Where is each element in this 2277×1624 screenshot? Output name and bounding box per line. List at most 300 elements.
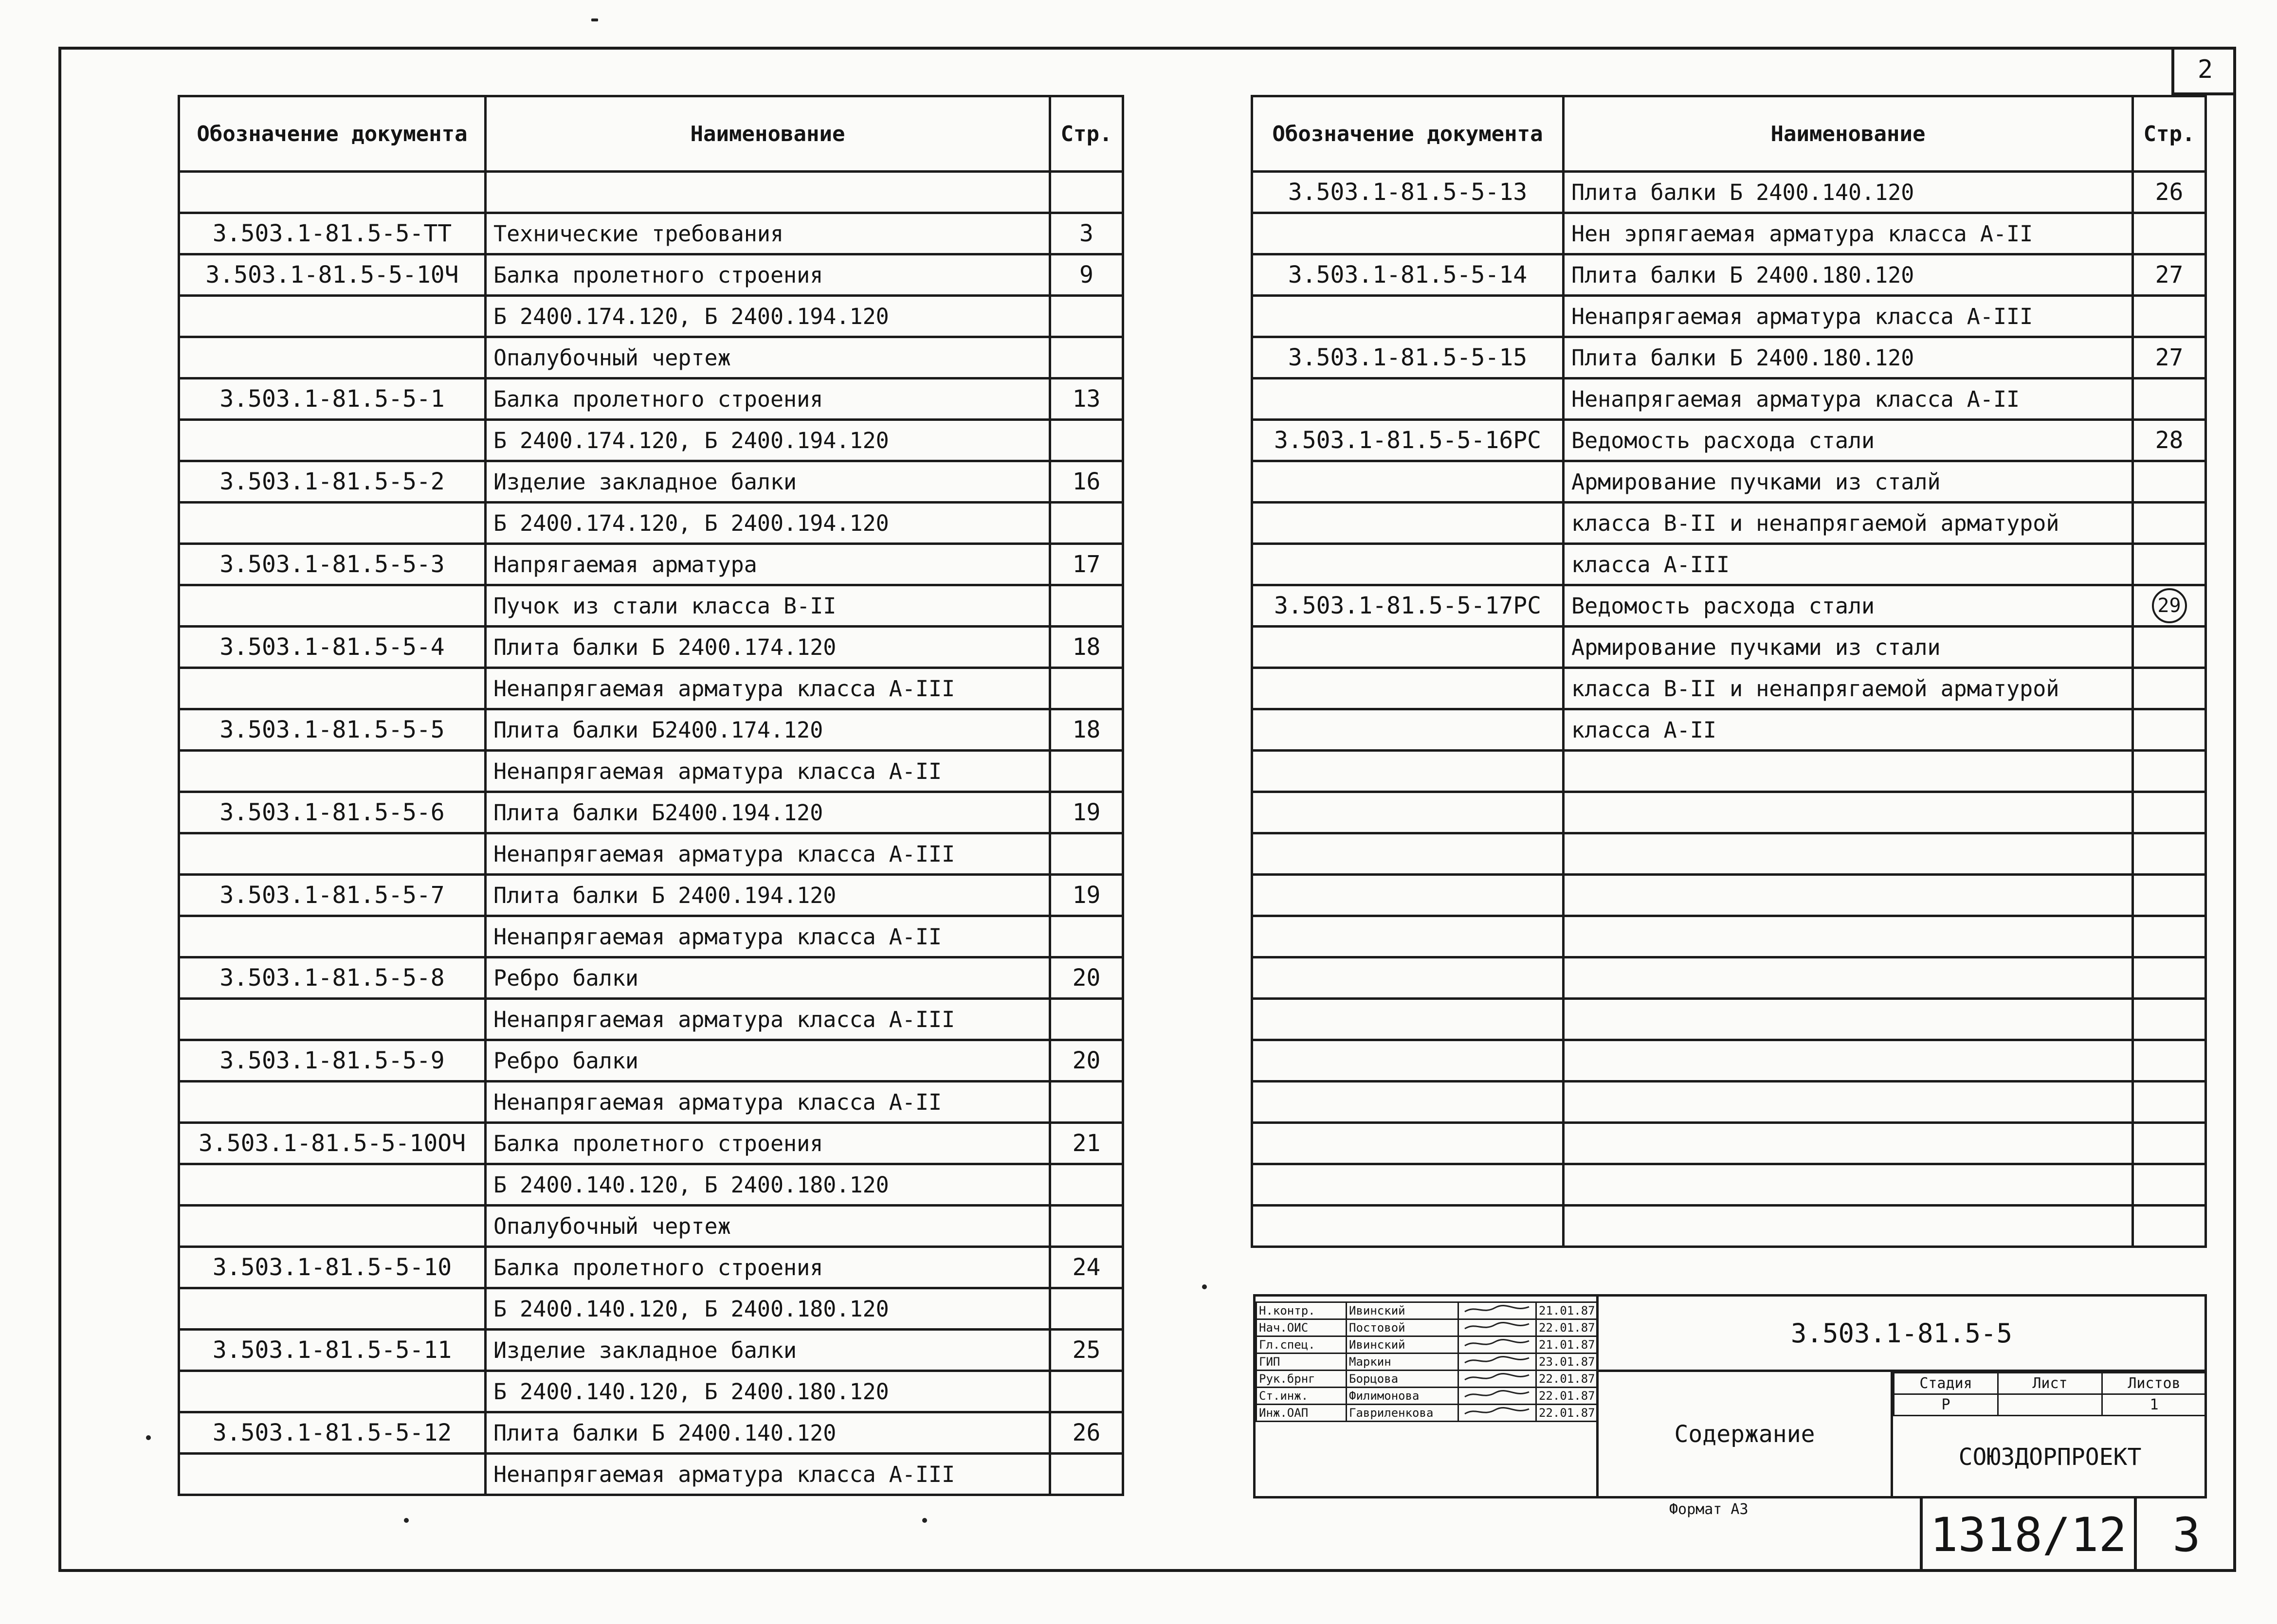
table-row bbox=[1252, 875, 2206, 916]
table-row bbox=[1252, 709, 2206, 751]
table-row bbox=[1252, 668, 2206, 709]
name-text: Ненапрягаемая арматура класса А-II bbox=[493, 923, 942, 950]
stage-label: Стадия bbox=[1894, 1373, 1998, 1394]
name-text: Пучок из стали класса В-II bbox=[493, 593, 837, 619]
cell-page bbox=[2133, 420, 2206, 461]
table-row bbox=[179, 916, 1123, 957]
table-row bbox=[179, 1288, 1123, 1330]
name-text: Б 2400.174.120, Б 2400.194.120 bbox=[493, 510, 889, 536]
cell-code bbox=[179, 1288, 486, 1330]
table-row bbox=[179, 503, 1123, 544]
table-row bbox=[179, 1330, 1123, 1371]
cell-code bbox=[179, 709, 486, 751]
cell-page bbox=[1050, 544, 1123, 585]
table-row bbox=[1252, 503, 2206, 544]
name-text: Б 2400.140.120, Б 2400.180.120 bbox=[493, 1172, 889, 1198]
cell-name bbox=[1564, 461, 2133, 503]
table-row bbox=[179, 379, 1123, 420]
name-text: Ненапрягаемая арматура класса А-II bbox=[493, 1089, 942, 1115]
cell-name bbox=[486, 1082, 1050, 1123]
cell-code bbox=[1252, 1123, 1564, 1164]
name-text: Ребро балки bbox=[493, 1047, 639, 1074]
cell-code bbox=[179, 1206, 486, 1247]
cell-name bbox=[1564, 751, 2133, 792]
cell-code bbox=[179, 792, 486, 833]
cell-code bbox=[179, 1371, 486, 1412]
name-text: Ненапрягаемая арматура класса А-II bbox=[493, 758, 942, 784]
cell-page bbox=[1050, 1288, 1123, 1330]
code-text: 3.503.1-81.5-5-1 bbox=[219, 385, 445, 413]
approval-date: 22.01.87 bbox=[1536, 1388, 1597, 1405]
name-text: класса А-III bbox=[1571, 551, 1730, 577]
cell-page bbox=[2133, 544, 2206, 585]
code-text: 3.503.1-81.5-5-16РС bbox=[1274, 427, 1542, 454]
cell-name bbox=[1564, 709, 2133, 751]
cell-page bbox=[1050, 1164, 1123, 1206]
cell-code bbox=[1252, 957, 1564, 999]
code-text: 3.503.1-81.5-5-2 bbox=[219, 468, 445, 495]
approval-row bbox=[1257, 1388, 1597, 1405]
cell-name bbox=[486, 1206, 1050, 1247]
cell-page bbox=[2133, 585, 2206, 627]
name-text: Плита балки Б 2400.140.120 bbox=[1571, 179, 1914, 205]
table-header-row bbox=[179, 96, 1123, 172]
approval-date: 22.01.87 bbox=[1536, 1319, 1597, 1336]
table-row bbox=[179, 1247, 1123, 1288]
name-text: Плита балки Б 2400.174.120 bbox=[493, 634, 837, 660]
document-code: 3.503.1-81.5-5 bbox=[1790, 1317, 2013, 1349]
cell-page bbox=[1050, 751, 1123, 792]
cell-code bbox=[179, 1164, 486, 1206]
cell-page bbox=[1050, 1040, 1123, 1082]
table-row bbox=[179, 999, 1123, 1040]
name-text: Ведомость расхода стали bbox=[1571, 593, 1875, 619]
cell-code bbox=[1252, 213, 1564, 254]
table-row bbox=[1252, 792, 2206, 833]
table-row bbox=[1252, 833, 2206, 875]
cell-page bbox=[1050, 172, 1123, 213]
cell-page bbox=[1050, 1371, 1123, 1412]
code-text: 3.503.1-81.5-5-14 bbox=[1288, 261, 1528, 289]
page-number: 3 bbox=[2134, 1498, 2236, 1571]
approval-date: 22.01.87 bbox=[1536, 1371, 1597, 1388]
signature bbox=[1458, 1319, 1536, 1336]
cell-name bbox=[1564, 1040, 2133, 1082]
cell-name bbox=[486, 172, 1050, 213]
cell-code bbox=[179, 337, 486, 379]
cell-page bbox=[2133, 709, 2206, 751]
approval-name: Гавриленкова bbox=[1347, 1405, 1458, 1422]
approval-role: Гл.спец. bbox=[1257, 1336, 1347, 1353]
cell-code bbox=[179, 213, 486, 254]
cell-page bbox=[1050, 792, 1123, 833]
cell-page bbox=[1050, 461, 1123, 503]
header-page: Стр. bbox=[2133, 96, 2206, 172]
cell-name bbox=[486, 1123, 1050, 1164]
approval-name: Борцова bbox=[1347, 1371, 1458, 1388]
cell-page bbox=[2133, 668, 2206, 709]
cell-name bbox=[1564, 1206, 2133, 1247]
cell-name bbox=[1564, 1082, 2133, 1123]
name-text: Опалубочный чертеж bbox=[493, 344, 731, 371]
page-text: 21 bbox=[1072, 1130, 1101, 1157]
cell-name bbox=[486, 420, 1050, 461]
cell-page bbox=[1050, 957, 1123, 999]
cell-code bbox=[179, 1123, 486, 1164]
table-row bbox=[179, 751, 1123, 792]
cell-page bbox=[2133, 916, 2206, 957]
name-text: Ненапрягаемая арматура класса А-III bbox=[493, 1006, 955, 1032]
cell-code bbox=[1252, 1206, 1564, 1247]
cell-page bbox=[1050, 1082, 1123, 1123]
cell-code bbox=[1252, 1040, 1564, 1082]
cell-code bbox=[179, 999, 486, 1040]
signature bbox=[1458, 1388, 1536, 1405]
cell-code bbox=[1252, 379, 1564, 420]
approval-date: 23.01.87 bbox=[1536, 1353, 1597, 1371]
cell-name bbox=[1564, 792, 2133, 833]
table-row bbox=[1252, 172, 2206, 213]
cell-code bbox=[1252, 172, 1564, 213]
cell-name bbox=[486, 875, 1050, 916]
cell-name bbox=[486, 1040, 1050, 1082]
cell-page bbox=[2133, 627, 2206, 668]
contents-table-right bbox=[1251, 95, 2207, 1248]
name-text: Плита балки Б 2400.194.120 bbox=[493, 882, 837, 908]
header-name: Наименование bbox=[1564, 96, 2133, 172]
name-text: Напрягаемая арматура bbox=[493, 551, 757, 577]
cell-page bbox=[2133, 254, 2206, 296]
table-row bbox=[1252, 1164, 2206, 1206]
code-text: 3.503.1-81.5-5-17РС bbox=[1274, 592, 1542, 619]
cell-code bbox=[1252, 544, 1564, 585]
cell-code bbox=[179, 254, 486, 296]
name-text: Плита балки Б 2400.140.120 bbox=[493, 1420, 837, 1446]
cell-name bbox=[486, 709, 1050, 751]
cell-name bbox=[486, 1371, 1050, 1412]
approval-row bbox=[1257, 1353, 1597, 1371]
table-row bbox=[1252, 296, 2206, 337]
page-text: 27 bbox=[2155, 261, 2184, 289]
code-text: 3.503.1-81.5-5-6 bbox=[219, 799, 445, 826]
table-row bbox=[179, 1454, 1123, 1495]
approval-name: Ивинский bbox=[1347, 1336, 1458, 1353]
cell-page bbox=[2133, 1123, 2206, 1164]
table-row bbox=[179, 792, 1123, 833]
approval-role: Нач.ОИС bbox=[1257, 1319, 1347, 1336]
cell-name bbox=[486, 544, 1050, 585]
sheet-value bbox=[1998, 1394, 2102, 1416]
page-text: 25 bbox=[1072, 1336, 1101, 1364]
table-row bbox=[179, 833, 1123, 875]
cell-code bbox=[179, 668, 486, 709]
cell-name bbox=[486, 337, 1050, 379]
cell-name bbox=[486, 668, 1050, 709]
cell-name bbox=[1564, 627, 2133, 668]
name-text: Опалубочный чертеж bbox=[493, 1213, 731, 1239]
name-text: Технические требования bbox=[493, 220, 784, 247]
cell-page bbox=[1050, 709, 1123, 751]
name-text: Нен эрпягаемая арматура класса А-II bbox=[1571, 220, 2033, 247]
cell-page bbox=[2133, 172, 2206, 213]
cell-code bbox=[179, 461, 486, 503]
code-text: 3.503.1-81.5-5-8 bbox=[219, 964, 445, 992]
table-row bbox=[179, 420, 1123, 461]
name-text: Ненапрягаемая арматура класса А-III bbox=[493, 841, 955, 867]
page-text: 13 bbox=[1072, 385, 1101, 413]
cell-page bbox=[1050, 833, 1123, 875]
scan-mark bbox=[404, 1518, 409, 1523]
page-text: 3 bbox=[1079, 220, 1093, 247]
table-row bbox=[1252, 254, 2206, 296]
page-text: 29 bbox=[2152, 588, 2187, 623]
scan-mark bbox=[1202, 1284, 1207, 1289]
approval-name: Ивинский bbox=[1347, 1302, 1458, 1319]
page-text: 27 bbox=[2155, 344, 2184, 371]
table-row bbox=[179, 1040, 1123, 1082]
cell-name bbox=[486, 1412, 1050, 1454]
cell-name bbox=[1564, 172, 2133, 213]
table-row bbox=[179, 213, 1123, 254]
name-text: Ненапрягаемая арматура класса А-III bbox=[493, 1461, 955, 1487]
signature bbox=[1458, 1405, 1536, 1422]
scan-mark bbox=[146, 1435, 151, 1440]
document-title: Содержание bbox=[1674, 1420, 1815, 1448]
cell-name bbox=[1564, 585, 2133, 627]
cell-name bbox=[486, 627, 1050, 668]
table-row bbox=[1252, 585, 2206, 627]
cell-page bbox=[1050, 254, 1123, 296]
cell-page bbox=[2133, 296, 2206, 337]
name-text: Б 2400.174.120, Б 2400.194.120 bbox=[493, 427, 889, 453]
cell-code bbox=[179, 916, 486, 957]
table-row bbox=[1252, 337, 2206, 379]
cell-page bbox=[1050, 337, 1123, 379]
cell-page bbox=[1050, 296, 1123, 337]
table-row bbox=[179, 668, 1123, 709]
table-row bbox=[179, 585, 1123, 627]
cell-code bbox=[1252, 420, 1564, 461]
cell-code bbox=[1252, 461, 1564, 503]
page-text: 9 bbox=[1079, 261, 1093, 289]
table-row bbox=[1252, 999, 2206, 1040]
cell-code bbox=[1252, 709, 1564, 751]
name-text: Ненапрягаемая арматура класса А-III bbox=[1571, 303, 2033, 329]
page-text: 20 bbox=[1072, 1047, 1101, 1074]
cell-name bbox=[486, 957, 1050, 999]
table-row bbox=[1252, 379, 2206, 420]
table-row bbox=[1252, 544, 2206, 585]
cell-name bbox=[486, 792, 1050, 833]
name-text: Ведомость расхода стали bbox=[1571, 427, 1875, 453]
cell-code bbox=[1252, 1164, 1564, 1206]
signature bbox=[1458, 1336, 1536, 1353]
cell-name bbox=[486, 1288, 1050, 1330]
cell-code bbox=[179, 503, 486, 544]
name-text: Б 2400.140.120, Б 2400.180.120 bbox=[493, 1296, 889, 1322]
cell-code bbox=[1252, 999, 1564, 1040]
cell-name bbox=[1564, 957, 2133, 999]
cell-code bbox=[179, 833, 486, 875]
approval-row bbox=[1257, 1405, 1597, 1422]
cell-page bbox=[1050, 420, 1123, 461]
approval-date: 21.01.87 bbox=[1536, 1302, 1597, 1319]
cell-page bbox=[2133, 875, 2206, 916]
cell-code bbox=[179, 751, 486, 792]
cell-name bbox=[1564, 254, 2133, 296]
format-label: Формат А3 bbox=[1669, 1501, 1749, 1518]
cell-code bbox=[179, 1454, 486, 1495]
cell-code bbox=[179, 1247, 486, 1288]
cell-page bbox=[1050, 585, 1123, 627]
cell-code bbox=[1252, 503, 1564, 544]
table-row bbox=[1252, 957, 2206, 999]
table-row bbox=[179, 709, 1123, 751]
name-text: Ненапрягаемая арматура класса А-II bbox=[1571, 386, 2020, 412]
code-text: 3.503.1-81.5-5-7 bbox=[219, 882, 445, 909]
cell-name bbox=[486, 1330, 1050, 1371]
cell-code bbox=[1252, 916, 1564, 957]
cell-name bbox=[1564, 296, 2133, 337]
cell-name bbox=[486, 213, 1050, 254]
table-row bbox=[1252, 751, 2206, 792]
header-code: Обозначение документа bbox=[179, 96, 486, 172]
approval-role: ГИП bbox=[1257, 1353, 1347, 1371]
cell-page bbox=[1050, 1206, 1123, 1247]
table-row bbox=[179, 1164, 1123, 1206]
code-text: 3.503.1-81.5-5-10Ч bbox=[205, 261, 459, 289]
table-row bbox=[179, 1082, 1123, 1123]
cell-name bbox=[486, 254, 1050, 296]
cell-code bbox=[1252, 254, 1564, 296]
table-row bbox=[179, 1123, 1123, 1164]
cell-page bbox=[1050, 627, 1123, 668]
cell-code bbox=[1252, 668, 1564, 709]
cell-name bbox=[1564, 999, 2133, 1040]
approval-row bbox=[1257, 1302, 1597, 1319]
approval-name: Постовой bbox=[1347, 1319, 1458, 1336]
name-text: Балка пролетного строения bbox=[493, 262, 823, 288]
cell-name bbox=[486, 585, 1050, 627]
code-text: 3.503.1-81.5-5-10ОЧ bbox=[198, 1130, 466, 1157]
table-row bbox=[1252, 916, 2206, 957]
table-row bbox=[179, 875, 1123, 916]
name-text: Плита балки Б2400.174.120 bbox=[493, 717, 823, 743]
cell-page bbox=[2133, 337, 2206, 379]
signature bbox=[1458, 1371, 1536, 1388]
cell-code bbox=[1252, 751, 1564, 792]
cell-name bbox=[486, 1247, 1050, 1288]
cell-name bbox=[1564, 337, 2133, 379]
cell-name bbox=[1564, 503, 2133, 544]
header-page: Стр. bbox=[1050, 96, 1123, 172]
table-row bbox=[1252, 213, 2206, 254]
name-text: Изделие закладное балки bbox=[493, 469, 797, 495]
table-row bbox=[1252, 627, 2206, 668]
table-row bbox=[1252, 1123, 2206, 1164]
name-text: Плита балки Б 2400.180.120 bbox=[1571, 344, 1914, 371]
cell-page bbox=[2133, 213, 2206, 254]
header-code: Обозначение документа bbox=[1252, 96, 1564, 172]
cell-page bbox=[1050, 213, 1123, 254]
name-text: класса В-II и ненапрягаемой арматурой bbox=[1571, 675, 2059, 702]
cell-page bbox=[2133, 503, 2206, 544]
page-text: 20 bbox=[1072, 964, 1101, 992]
cell-name bbox=[1564, 379, 2133, 420]
approval-role: Инж.ОАП bbox=[1257, 1405, 1347, 1422]
approval-role: Н.контр. bbox=[1257, 1302, 1347, 1319]
table-row bbox=[179, 254, 1123, 296]
cell-name bbox=[1564, 1164, 2133, 1206]
name-text: класса В-II и ненапрягаемой арматурой bbox=[1571, 510, 2059, 536]
code-text: 3.503.1-81.5-5-12 bbox=[212, 1419, 452, 1446]
stage-table bbox=[1893, 1372, 2207, 1416]
table-row bbox=[179, 1371, 1123, 1412]
sheets-value: 1 bbox=[2102, 1394, 2206, 1416]
cell-page bbox=[2133, 1082, 2206, 1123]
cell-name bbox=[486, 379, 1050, 420]
cell-page bbox=[1050, 916, 1123, 957]
cell-page bbox=[2133, 792, 2206, 833]
cell-name bbox=[486, 1164, 1050, 1206]
cell-page bbox=[2133, 1040, 2206, 1082]
name-text: Б 2400.174.120, Б 2400.194.120 bbox=[493, 303, 889, 329]
contents-table-left bbox=[178, 95, 1124, 1496]
cell-code bbox=[179, 1330, 486, 1371]
table-row bbox=[179, 627, 1123, 668]
cell-page bbox=[2133, 379, 2206, 420]
cell-name bbox=[1564, 420, 2133, 461]
cell-code bbox=[179, 585, 486, 627]
cell-page bbox=[1050, 379, 1123, 420]
page-text: 24 bbox=[1072, 1254, 1101, 1281]
cell-name bbox=[486, 833, 1050, 875]
cell-code bbox=[1252, 1082, 1564, 1123]
table-row bbox=[179, 461, 1123, 503]
table-row bbox=[1252, 420, 2206, 461]
cell-code bbox=[1252, 792, 1564, 833]
organization-name: СОЮЗДОРПРОЕКТ bbox=[1958, 1444, 2142, 1471]
cell-code bbox=[1252, 337, 1564, 379]
cell-name bbox=[1564, 833, 2133, 875]
approval-role: Рук.брнг bbox=[1257, 1371, 1347, 1388]
cell-name bbox=[1564, 544, 2133, 585]
table-row bbox=[1252, 1206, 2206, 1247]
cell-page bbox=[1050, 1123, 1123, 1164]
page-text: 19 bbox=[1072, 882, 1101, 909]
cell-page bbox=[1050, 1412, 1123, 1454]
name-text: Ребро балки bbox=[493, 965, 639, 991]
cell-code bbox=[1252, 875, 1564, 916]
approval-row bbox=[1257, 1371, 1597, 1388]
cell-page bbox=[1050, 875, 1123, 916]
code-text: 3.503.1-81.5-5-4 bbox=[219, 633, 445, 661]
signature bbox=[1458, 1302, 1536, 1319]
cell-code bbox=[1252, 833, 1564, 875]
cell-code bbox=[179, 1040, 486, 1082]
signature bbox=[1458, 1353, 1536, 1371]
table-header-row bbox=[1252, 96, 2206, 172]
code-text: 3.503.1-81.5-5-11 bbox=[212, 1336, 452, 1364]
table-row bbox=[179, 544, 1123, 585]
cell-page bbox=[1050, 1247, 1123, 1288]
cell-name bbox=[486, 999, 1050, 1040]
sheets-label: Листов bbox=[2102, 1373, 2206, 1394]
cell-page bbox=[2133, 1206, 2206, 1247]
cell-page bbox=[2133, 833, 2206, 875]
page-text: 19 bbox=[1072, 799, 1101, 826]
cell-code bbox=[179, 1412, 486, 1454]
